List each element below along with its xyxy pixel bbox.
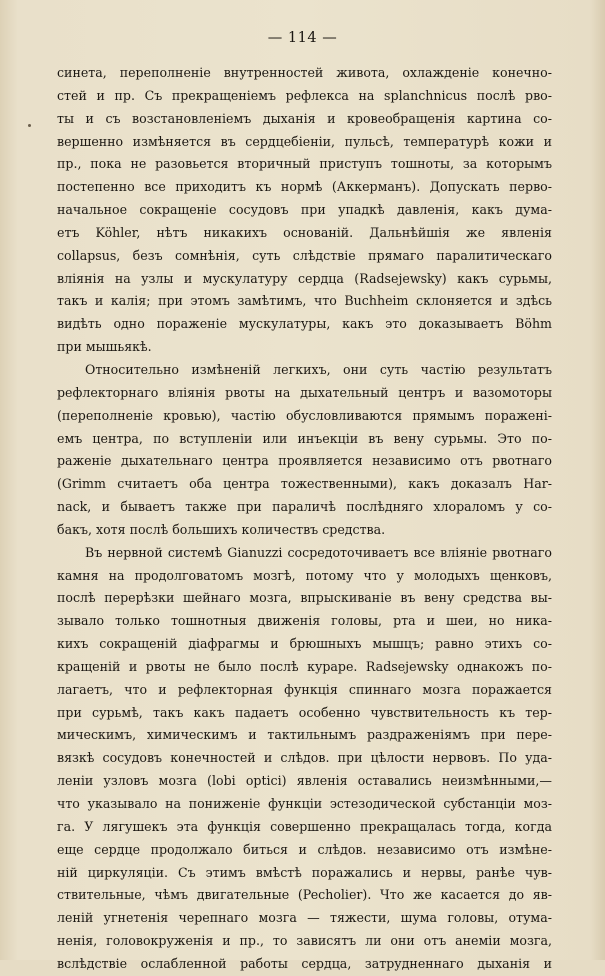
text-line: при мышьякѣ. — [57, 339, 152, 355]
paragraph-2 — [57, 359, 552, 542]
text-line: ній циркуляціи. Съ этимъ вмѣстѣ поражались и нервы, ранѣе чув- — [57, 864, 552, 880]
text-line: лагаетъ, что и рефлекторная функція спиннаго мозга поражается — [57, 681, 552, 697]
text-line: рефлекторнаго вліянія рвоты на дыхательный центръ и вазомоторы — [57, 384, 552, 400]
text-line: Въ нервной системѣ Gianuzzi сосредоточиваетъ все вліяніе рвотнаго — [85, 544, 552, 560]
text-line: раженіе дыхательнаго центра проявляется независимо отъ рвотнаго — [57, 453, 552, 469]
text-line: кращеній и рвоты не было послѣ кураре. Radsejewsky однакожъ по- — [57, 658, 552, 674]
text-line: ненія, головокруженія и пр., то зависятъ ли они отъ анеміи мозга, — [57, 933, 552, 949]
text-line: постепенно все приходитъ къ нормѣ (Аккерманъ). Допускать перво- — [57, 179, 552, 195]
text-line: стей и пр. Съ прекращеніемъ рефлекса на splanchnicus послѣ рво- — [57, 87, 552, 103]
text-line: ствительные, чѣмъ двигательные (Pecholier). Что же касается до яв- — [57, 887, 552, 903]
paper-speck — [28, 124, 31, 127]
text-line: га. У лягушекъ эта функція совершенно прекращалась тогда, когда — [57, 818, 552, 834]
text-line: (Grimm считаетъ оба центра тожественными), какъ доказалъ Har- — [57, 476, 552, 492]
text-line: начальное сокращеніе сосудовъ при упадкѣ давленія, какъ дума- — [57, 202, 552, 218]
text-line: зывало только тошнотныя движенія головы, рта и шеи, но ника- — [57, 613, 552, 629]
text-line: послѣ перерѣзки шейнаго мозга, впрыскиваніе въ вену средства вы- — [57, 590, 552, 606]
text-body — [57, 62, 552, 976]
text-line: синета, переполненіе внутренностей живота, охлажденіе конечно- — [57, 65, 552, 80]
text-line: пр., пока не разовьется вторичный приступъ тошноты, за которымъ — [57, 156, 552, 172]
text-line: кихъ сокращеній діафрагмы и брюшныхъ мышцъ; равно этихъ со- — [57, 636, 552, 652]
paragraph-1 — [57, 62, 552, 359]
text-line: (переполненіе кровью), частію обусловливаются прямымъ поражені- — [57, 407, 552, 423]
text-line: етъ Köhler, нѣтъ никакихъ основаній. Дальнѣйшія же явленія — [57, 224, 552, 240]
paragraph-3 — [57, 542, 552, 976]
text-line: вслѣдствіе ослабленной работы сердца, затрудненнаго дыханія и — [57, 955, 552, 971]
text-line: ты и съ возстановленіемъ дыханія и кровеобращенія картина со- — [57, 110, 552, 126]
text-line: при сурьмѣ, такъ какъ падаетъ особенно чувствительность къ тер- — [57, 704, 552, 720]
text-line: камня на продолговатомъ мозгѣ, потому что у молодыхъ щенковъ, — [57, 567, 552, 583]
text-line: вязкѣ сосудовъ конечностей и слѣдов. при цѣлости нервовъ. По уда- — [57, 750, 552, 766]
text-line: что указывало на пониженіе функціи эстезодической субстанціи моз- — [57, 796, 552, 811]
text-line: Относительно измѣненій легкихъ, они суть частію результатъ — [85, 361, 552, 377]
text-line: такъ и калія; при этомъ замѣтимъ, что Buchheim склоняется и здѣсь — [57, 293, 552, 309]
text-line: мическимъ, химическимъ и тактильнымъ раздраженіямъ при пере- — [57, 727, 552, 743]
text-line: еще сердце продолжало биться и слѣдов. независимо отъ измѣне- — [57, 841, 552, 857]
text-line: вліянія на узлы и мускулатуру сердца (Radsejewsky) какъ сурьмы, — [57, 270, 552, 286]
text-line: емъ центра, по вступленіи или инъекціи въ вену сурьмы. Это по- — [57, 430, 552, 446]
text-line: вершенно измѣняется въ сердцебіеніи, пульсѣ, температурѣ кожи и — [57, 133, 552, 149]
text-line: видѣть одно пораженіе мускулатуры, какъ это доказываетъ Böhm — [57, 316, 552, 332]
text-line: collapsus, безъ сомнѣнія, суть слѣдствіе прямаго паралитическаго — [57, 247, 552, 263]
text-line: леній угнетенія черепнаго мозга — тяжести, шума головы, отума- — [57, 910, 552, 926]
text-line: бакъ, хотя послѣ большихъ количествъ средства. — [57, 521, 386, 537]
page-number: — 114 — — [267, 30, 338, 46]
text-line: nack, и бываетъ также при параличѣ послѣдняго хлораломъ у со- — [57, 499, 552, 515]
text-line: леніи узловъ мозга (lobi optici) явленія оставались неизмѣнными,— — [57, 773, 552, 789]
